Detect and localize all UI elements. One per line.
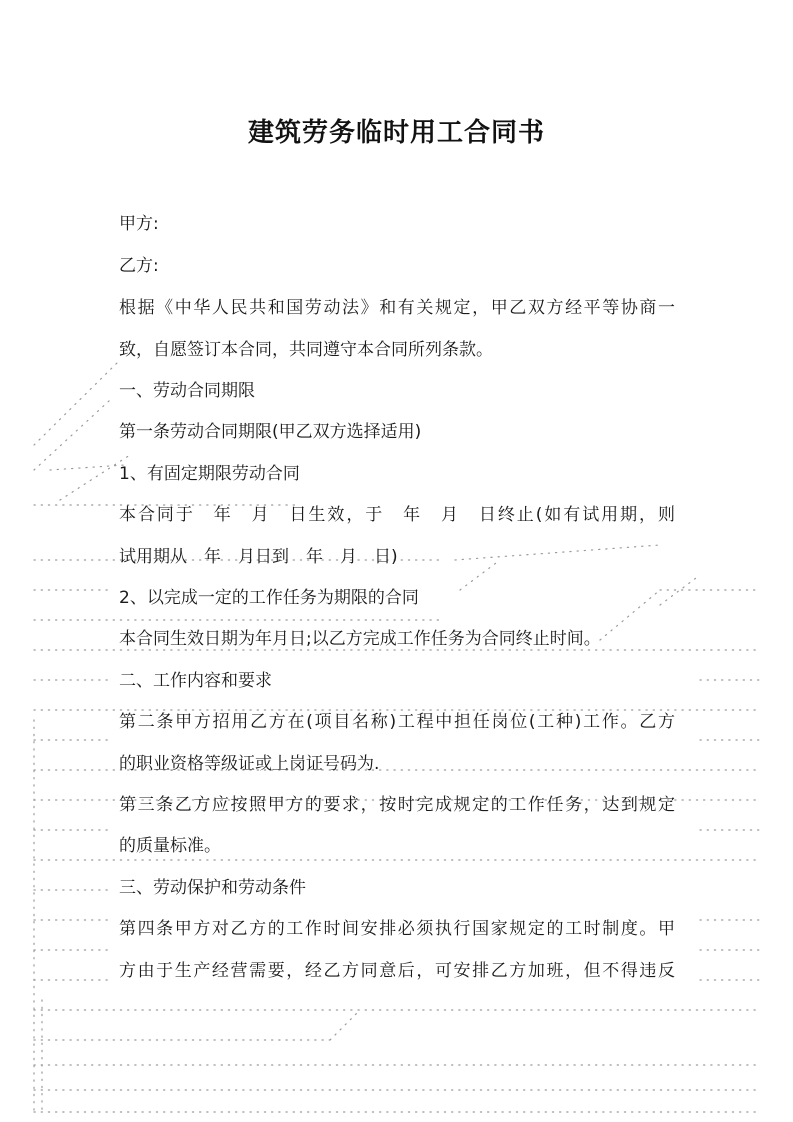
preamble-line-2: 致，自愿签订本合同，共同遵守本合同所列条款。 bbox=[119, 340, 493, 360]
section-2-heading: 二、工作内容和要求 bbox=[119, 671, 272, 691]
article-3-line-1: 第三条乙方应按照甲方的要求，按时完成规定的工作任务，达到规定 bbox=[119, 795, 675, 815]
task-term-line: 本合同生效日期为年月日;以乙方完成工作任务为合同终止时间。 bbox=[119, 629, 601, 649]
article-2-line-2: 的职业资格等级证或上岗证号码为. bbox=[119, 754, 380, 774]
section-1-heading: 一、劳动合同期限 bbox=[119, 381, 255, 401]
document-title: 建筑劳务临时用工合同书 bbox=[247, 118, 545, 148]
article-2-line-1: 第二条甲方招用乙方在(项目名称)工程中担任岗位(工种)工作。乙方 bbox=[119, 712, 675, 732]
item-2-line: 2、以完成一定的工作任务为期限的合同 bbox=[119, 588, 419, 608]
item-1-line: 1、有固定期限劳动合同 bbox=[119, 464, 300, 484]
party-b-line: 乙方: bbox=[119, 256, 159, 276]
article-1-line: 第一条劳动合同期限(甲乙双方选择适用) bbox=[119, 422, 422, 442]
term-line-2: 试用期从 年 月日到 年 月 日) bbox=[119, 547, 398, 567]
party-a-line: 甲方: bbox=[119, 214, 159, 234]
article-4-line-1: 第四条甲方对乙方的工作时间安排必须执行国家规定的工时制度。甲 bbox=[119, 919, 675, 939]
article-3-line-2: 的质量标准。 bbox=[119, 836, 221, 856]
section-3-heading: 三、劳动保护和劳动条件 bbox=[119, 878, 306, 898]
term-line-1: 本合同于 年 月 日生效，于 年 月 日终止(如有试用期，则 bbox=[119, 505, 675, 525]
article-4-line-2: 方由于生产经营需要，经乙方同意后，可安排乙方加班，但不得违反 bbox=[119, 961, 675, 981]
preamble-line-1: 根据《中华人民共和国劳动法》和有关规定，甲乙双方经平等协商一 bbox=[119, 298, 675, 318]
